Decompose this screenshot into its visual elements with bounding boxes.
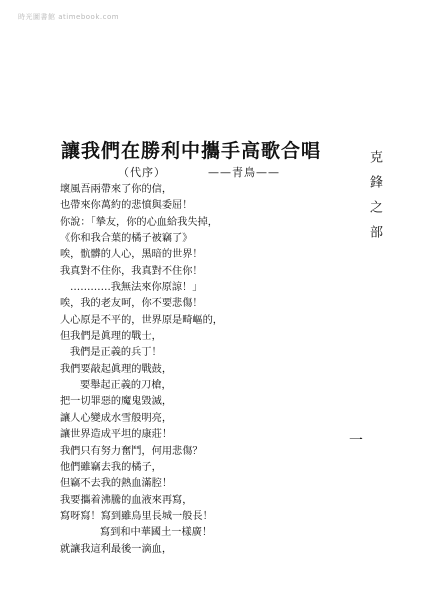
page-number: 一: [349, 433, 363, 449]
subtitle-row: [96, 164, 306, 180]
poem-line: 唉，我的老友呵，你不要悲傷！: [60, 298, 203, 310]
poem-line: 我真對不住你，我真對不住你！: [60, 265, 203, 277]
poem-line: 你說：「摯友，你的心血給我失掉，: [60, 216, 218, 228]
poem-line: 我要攜着沸騰的血液來再寫，: [60, 494, 193, 506]
poem-line: 壞風吾兩帶來了你的信，: [60, 184, 173, 195]
poem-line: 《你和我合葉的橘子被竊了》: [60, 233, 193, 245]
poem-line: 唉，骯髒的人心，黑暗的世界！: [60, 249, 203, 261]
poem-line: 人心原是不平的，世界原是畸嶇的，: [60, 314, 223, 326]
subtitle-author: ——青鳥——: [208, 166, 280, 179]
poem-line: 讓世界造成平坦的康莊！: [60, 429, 173, 441]
poem-line: 但竊不去我的熱血滿腔！: [60, 478, 173, 490]
poem-line: 也帶來你萬約的悲憤與委屈！: [60, 200, 193, 212]
poem-line: 他們雖竊去我的橘子，: [60, 461, 162, 473]
poem-line: 讓人心變成水雪般明亮，: [60, 412, 173, 424]
poem-line: …………我無法來你原諒！」: [70, 282, 203, 294]
section-label: 克鋒之部: [367, 150, 382, 250]
poem-line: 要舉起正義的刀槍，: [80, 380, 172, 392]
poem-line: 我們是正義的兵丁！: [70, 347, 162, 359]
watermark: 時光圖書館 atimebook.com: [18, 13, 120, 21]
poem-line: 就讓我這利最後一滴血，: [60, 543, 173, 555]
poem-line: 寫呀寫！寫到雖鳥里長城一般長！: [60, 510, 213, 522]
poem-line: 但我們是眞理的戰士，: [60, 331, 162, 343]
subtitle-preface: （代序）: [118, 166, 166, 179]
poem-line: 把一切罪惡的魔鬼毀滅，: [60, 396, 173, 408]
poem-body: [60, 182, 340, 558]
poem-line: 我們只有努力奮鬥，何用悲傷？: [60, 445, 203, 457]
poem-line: 我們要敲起眞理的戰鼓，: [60, 363, 173, 375]
poem-line: 寫到和中華國土一樣廣！: [100, 527, 213, 539]
page-title: 讓我們在勝利中攜手高歌合唱: [60, 140, 321, 162]
